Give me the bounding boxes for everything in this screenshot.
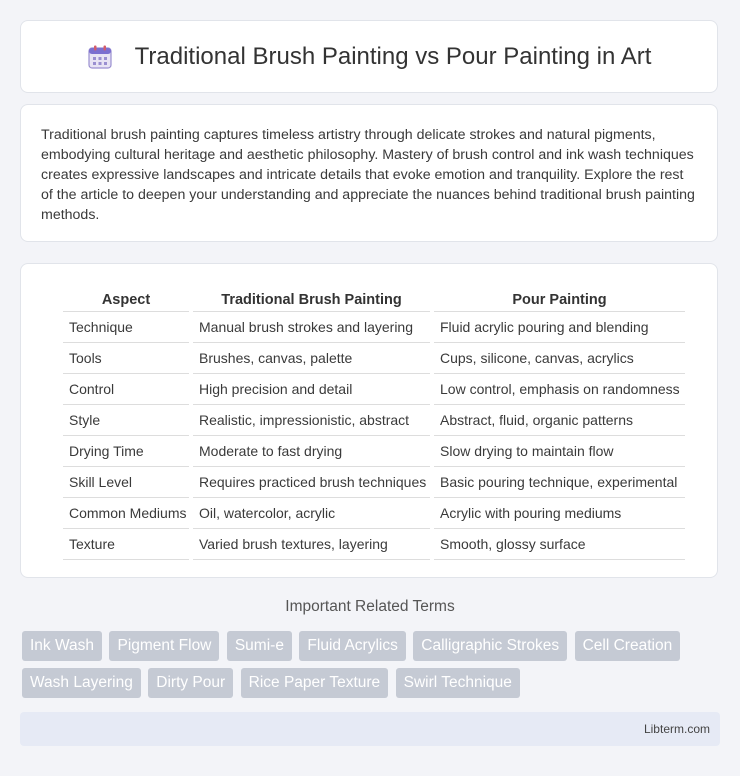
term-tag[interactable]: Pigment Flow (109, 631, 219, 661)
title-card (20, 20, 718, 93)
cell-aspect: Texture (63, 529, 189, 560)
table-row (63, 374, 685, 405)
cell-pour: Basic pouring technique, experimental (434, 467, 685, 498)
header-aspect: Aspect (63, 284, 189, 312)
table-row (63, 436, 685, 467)
cell-aspect: Common Mediums (63, 498, 189, 529)
term-tag[interactable]: Rice Paper Texture (241, 668, 389, 698)
cell-pour: Acrylic with pouring mediums (434, 498, 685, 529)
cell-aspect: Style (63, 405, 189, 436)
comparison-card (20, 263, 718, 578)
table-header-row (63, 284, 685, 312)
cell-traditional: Varied brush textures, layering (193, 529, 430, 560)
cell-traditional: Manual brush strokes and layering (193, 312, 430, 343)
footer (20, 712, 720, 746)
calendar-icon (87, 44, 113, 70)
cell-aspect: Skill Level (63, 467, 189, 498)
page-title: Traditional Brush Painting vs Pour Painting in Art (134, 42, 652, 70)
cell-traditional: Moderate to fast drying (193, 436, 430, 467)
footer-site-link[interactable]: Libterm.com (643, 722, 710, 736)
term-tag[interactable]: Wash Layering (22, 668, 141, 698)
term-tag[interactable]: Calligraphic Strokes (413, 631, 567, 661)
comparison-table (59, 284, 689, 560)
cell-aspect: Technique (63, 312, 189, 343)
cell-aspect: Tools (63, 343, 189, 374)
term-tag[interactable]: Fluid Acrylics (299, 631, 405, 661)
cell-pour: Fluid acrylic pouring and blending (434, 312, 685, 343)
cell-aspect: Drying Time (63, 436, 189, 467)
cell-traditional: Brushes, canvas, palette (193, 343, 430, 374)
term-tag[interactable]: Dirty Pour (148, 668, 233, 698)
term-tag[interactable]: Ink Wash (22, 631, 102, 661)
table-row (63, 467, 685, 498)
term-tag[interactable]: Swirl Technique (396, 668, 520, 698)
cell-traditional: Oil, watercolor, acrylic (193, 498, 430, 529)
cell-pour: Low control, emphasis on randomness (434, 374, 685, 405)
header-traditional: Traditional Brush Painting (193, 284, 430, 312)
cell-traditional: Requires practiced brush techniques (193, 467, 430, 498)
cell-pour: Slow drying to maintain flow (434, 436, 685, 467)
cell-pour: Smooth, glossy surface (434, 529, 685, 560)
table-row (63, 498, 685, 529)
cell-traditional: Realistic, impressionistic, abstract (193, 405, 430, 436)
term-tag[interactable]: Sumi-e (227, 631, 292, 661)
cell-aspect: Control (63, 374, 189, 405)
header-pour: Pour Painting (434, 284, 685, 312)
related-terms-title: Important Related Terms (285, 598, 455, 615)
cell-traditional: High precision and detail (193, 374, 430, 405)
cell-pour: Cups, silicone, canvas, acrylics (434, 343, 685, 374)
related-terms-list (22, 631, 722, 705)
intro-text: Traditional brush painting captures timeless artistry through delicate strokes and natural pigments, embodying cultural heritage and aesthetic philosophy. Mastery of brush control and ink wash techniques creates expressive landscapes and intricate details that evoke emotion and tranquility. Explore the rest of the article to deepen your understanding and appreciate the nuances behind traditional brush painting methods. (41, 127, 695, 223)
table-row (63, 312, 685, 343)
intro-card (20, 104, 718, 242)
term-tag[interactable]: Cell Creation (575, 631, 681, 661)
cell-pour: Abstract, fluid, organic patterns (434, 405, 685, 436)
table-row (63, 529, 685, 560)
table-row (63, 343, 685, 374)
table-row (63, 405, 685, 436)
